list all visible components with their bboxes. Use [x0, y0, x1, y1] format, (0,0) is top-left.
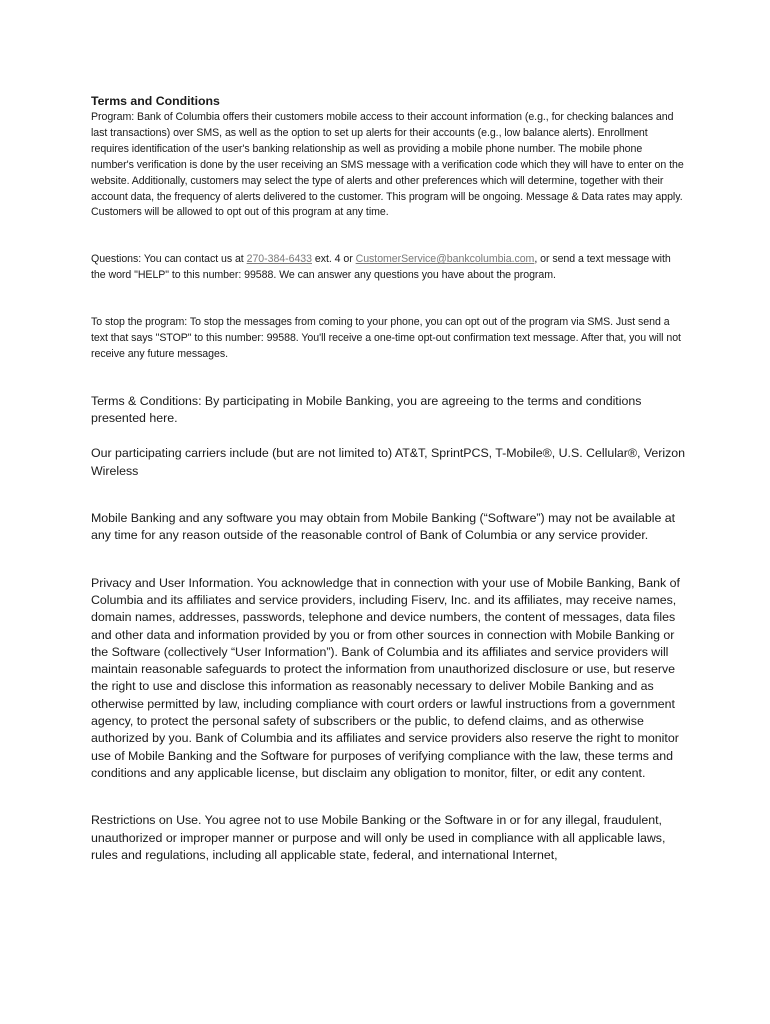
- document-page: [91, 93, 687, 864]
- stop-program-paragraph: To stop the program: To stop the messages from coming to your phone, you can opt out of the program via SMS. Just send a text that says "STOP" to this number: 99588. You'll receive a one-time opt-out confirmation text message. After that, you will not receive any future messages.: [91, 316, 681, 360]
- program-paragraph: Program: Bank of Columbia offers their customers mobile access to their account information (e.g., for checking balances and last transactions) over SMS, as well as the option to set up alerts for their accounts (e.g., low balance alerts). Enrollment requires identification of the user's banking relationship as well as providing a mobile phone number. The mobile phone number's verification is done by the user receiving an SMS message with a verification code which they will have to enter on the website. Additionally, customers may select the type of alerts and other preferences which will determine, together with their account data, the frequency of alerts delivered to the customer. This program will be ongoing. Message & Data rates may apply. Customers will be allowed to opt out of this program at any time.: [91, 111, 684, 219]
- questions-suffix: , or send a text message with the word "HELP" to this number: 99588. We can answer any questions you have about the program.: [91, 253, 671, 282]
- questions-prefix: Questions: You can contact us at: [91, 253, 247, 266]
- terms-paragraph: Terms & Conditions: By participating in Mobile Banking, you are agreeing to the terms and conditions presented here.: [91, 393, 642, 426]
- document-heading: Terms and Conditions: [91, 94, 220, 108]
- software-paragraph: Mobile Banking and any software you may obtain from Mobile Banking (“Software”) may not be available at any time for any reason outside of the reasonable control of Bank of Columbia or any service provider.: [91, 511, 676, 543]
- questions-middle: ext. 4 or: [311, 253, 356, 266]
- phone-link[interactable]: 270-384-6433: [246, 253, 312, 266]
- carriers-paragraph: Our participating carriers include (but are not limited to) AT&T, SprintPCS, T-Mobile®, U.S. Cellular®, Verizon Wireless: [91, 446, 686, 478]
- privacy-paragraph: Privacy and User Information. You acknowledge that in connection with your use of Mobile Banking, Bank of Columbia and its affiliates and service providers, including Fiserv, Inc. and its affiliates, may receive names, domain names, addresses, passwords, telephone and device numbers, the content of messages, data files and other data and information provided by you or from other sources in connection with Mobile Banking or the Software (collectively “User Information”). Bank of Columbia and its affiliates and service providers will maintain reasonable safeguards to protect the information from unauthorized disclosure or use, but reserve the right to use and disclose this information as reasonably necessary to deliver Mobile Banking and as otherwise permitted by law, including compliance with court orders or lawful instructions from a government agency, to protect the personal safety of subscribers or the public, to defend claims, and as otherwise authorized by you. Bank of Columbia and its affiliates and service providers also reserve the right to monitor use of Mobile Banking and the Software for purposes of verifying compliance with the law, these terms and conditions and any applicable license, but disclaim any obligation to monitor, filter, or edit any content.: [91, 575, 680, 780]
- restrictions-paragraph: Restrictions on Use. You agree not to use Mobile Banking or the Software in or for any illegal, fraudulent, unauthorized or improper manner or purpose and will only be used in compliance with all applicable laws, rules and regulations, including all applicable state, federal, and international Internet,: [91, 813, 666, 862]
- email-link[interactable]: CustomerService@bankcolumbia.com: [355, 253, 535, 266]
- questions-paragraph: [91, 252, 687, 284]
